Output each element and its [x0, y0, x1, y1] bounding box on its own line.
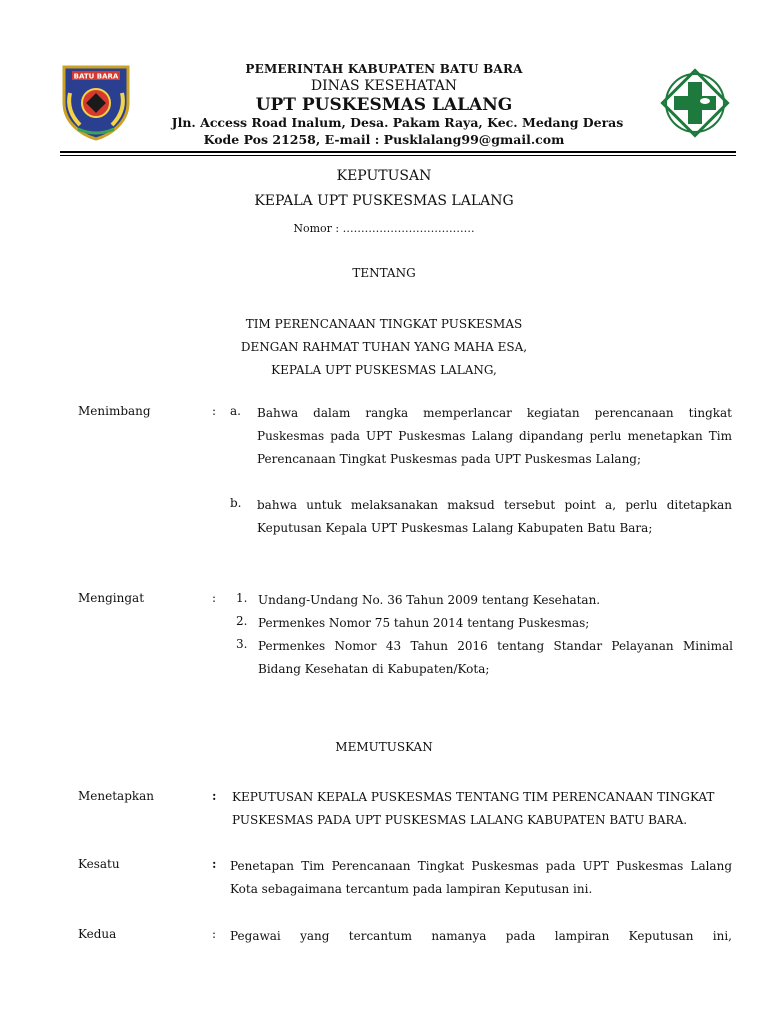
doc-about	[0, 313, 768, 382]
kop-agency: DINAS KESEHATAN	[310, 78, 458, 94]
menimbang-marker-a: a.	[230, 404, 241, 418]
about-line: TIM PERENCANAAN TINGKAT PUSKESMAS	[245, 317, 523, 331]
mengingat-item-1: Undang-Undang No. 36 Tahun 2009 tentang Kesehatan.	[258, 593, 601, 607]
doc-issuer: KEPALA UPT PUSKESMAS LALANG	[254, 193, 514, 209]
kesatu-text: Penetapan Tim Perencanaan Tingkat Puskesmas pada UPT Puskesmas Lalang Kota sebagaimana tercantum pada lampiran Keputusan ini.	[230, 859, 732, 896]
kop-government: PEMERINTAH KABUPATEN BATU BARA	[245, 62, 523, 76]
menetapkan-text: KEPUTUSAN KEPALA PUSKESMAS TENTANG TIM PERENCANAAN TINGKAT PUSKESMAS PADA UPT PUSKESMAS LALANG KABUPATEN BATU BARA.	[232, 790, 715, 827]
kedua-label: Kedua	[78, 927, 117, 941]
menimbang-item-a: Bahwa dalam rangka memperlancar kegiatan perencanaan tingkat Puskesmas pada UPT Puskesmas Lalang dipandang perlu menetapkan Tim Perencanaan Tingkat Puskesmas pada UPT Puskesmas Lalang;	[257, 406, 732, 466]
about-line: DENGAN RAHMAT TUHAN YANG MAHA ESA,	[240, 340, 528, 354]
kop-contact: Kode Pos 21258, E-mail : Pusklalang99@gmail.com	[203, 132, 565, 147]
mengingat-item-3: Permenkes Nomor 43 Tahun 2016 tentang Standar Pelayanan Minimal Bidang Kesehatan di Kabupaten/Kota;	[258, 639, 733, 676]
kop-institution: UPT PUSKESMAS LALANG	[255, 95, 513, 115]
mengingat-marker-2: 2.	[236, 614, 248, 628]
kop-address: Jln. Access Road Inalum, Desa. Pakam Raya, Kec. Medang Deras	[171, 115, 624, 130]
memutuskan-heading: MEMUTUSKAN	[335, 740, 433, 754]
doc-tentang: TENTANG	[352, 266, 416, 280]
about-line: KEPALA UPT PUSKESMAS LALANG,	[271, 363, 497, 377]
kesatu-label: Kesatu	[78, 857, 120, 871]
kedua-colon: :	[212, 927, 217, 941]
doc-title: KEPUTUSAN	[336, 168, 432, 184]
kesatu-colon: :	[212, 857, 217, 871]
doc-number: Nomor : ………………………………	[293, 222, 475, 235]
menimbang-marker-b: b.	[230, 496, 242, 510]
mengingat-label: Mengingat	[78, 591, 145, 605]
mengingat-marker-3: 3.	[236, 637, 248, 651]
mengingat-colon: :	[212, 591, 217, 605]
letterhead-rule-thick	[60, 151, 736, 153]
letterhead-rule-thin	[60, 155, 736, 156]
menetapkan-colon: :	[212, 789, 217, 803]
menimbang-label: Menimbang	[78, 404, 151, 418]
kedua-text: Pegawai yang tercantum namanya pada lampiran Keputusan ini,	[230, 929, 732, 943]
crest-text: BATU BARA	[73, 72, 119, 81]
menetapkan-label: Menetapkan	[78, 789, 155, 803]
mengingat-marker-1: 1.	[236, 591, 248, 605]
mengingat-item-2: Permenkes Nomor 75 tahun 2014 tentang Puskesmas;	[258, 616, 590, 630]
menimbang-item-b: bahwa untuk melaksanakan maksud tersebut point a, perlu ditetapkan Keputusan Kepala UPT Puskesmas Lalang Kabupaten Batu Bara;	[257, 498, 732, 535]
menimbang-colon: :	[212, 404, 217, 418]
